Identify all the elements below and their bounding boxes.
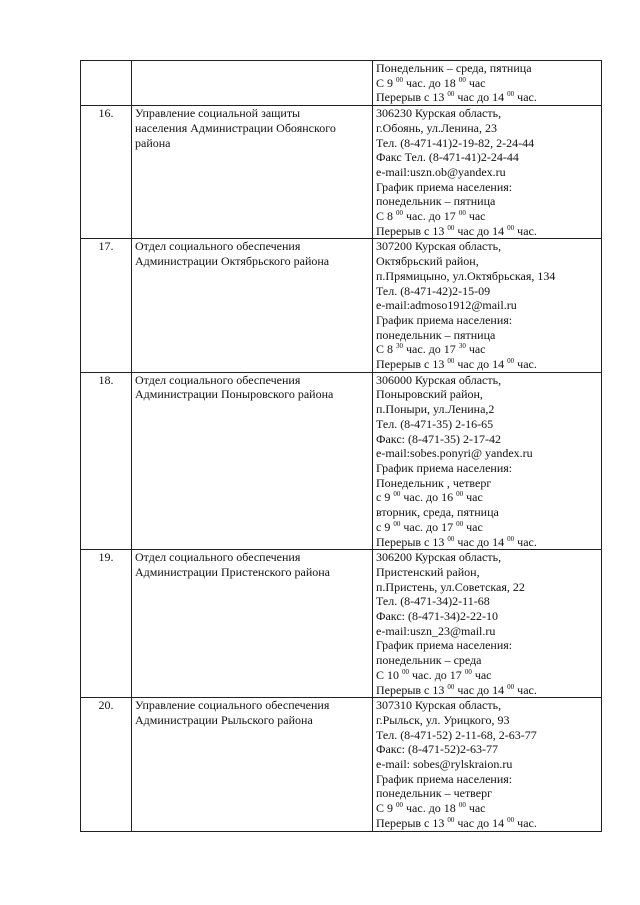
- organization-cell: [132, 372, 373, 549]
- organization-cell: [132, 698, 373, 831]
- contact-info-line: e-mail:admoso1912@mail.ru: [376, 298, 517, 313]
- organization-name-line: района: [135, 135, 171, 150]
- time-minutes-superscript: 00: [456, 490, 464, 499]
- contact-info-line: Тел. (8-471-41)2-19-82, 2-24-44: [376, 135, 535, 150]
- time-minutes-superscript: 00: [507, 534, 515, 543]
- time-minutes-superscript: 00: [396, 209, 404, 218]
- contact-info-line: Перерыв с 13 $^{00}$ час до 14 $^{00}$ час.: [376, 534, 537, 549]
- time-minutes-superscript: 00: [507, 357, 515, 366]
- contact-info-line: понедельник – четверг: [376, 786, 493, 801]
- contact-info-line: Перерыв с 13 $^{00}$ час до 14 $^{00}$ час.: [376, 815, 537, 830]
- contact-info-line: 307310 Курская область,: [376, 698, 502, 713]
- contact-info-line: Поныровский район,: [376, 387, 483, 402]
- contact-info-line: 306200 Курская область,: [376, 550, 502, 565]
- contact-info-line: e-mail:uszn.ob@yandex.ru: [376, 164, 506, 179]
- table-row: [81, 61, 602, 106]
- time-minutes-superscript: 00: [464, 667, 472, 676]
- contact-info-cell: [373, 106, 602, 239]
- row-number-cell: [81, 550, 132, 698]
- row-number-cell: [81, 106, 132, 239]
- contact-info-line: с 9 $^{00}$ час. до 16 $^{00}$ час: [376, 490, 483, 505]
- contact-info-line: 306000 Курская область,: [376, 372, 502, 387]
- time-minutes-superscript: 00: [458, 75, 466, 84]
- contact-info-line: п.Поныри, ул.Ленина,2: [376, 402, 495, 417]
- organization-name-line: Отдел социального обеспечения: [135, 372, 301, 387]
- organization-name-line: Управление социальной защиты: [135, 106, 301, 121]
- table-row: [81, 698, 602, 831]
- contact-info-line: График приема населения:: [376, 179, 513, 194]
- time-minutes-superscript: 00: [456, 519, 464, 528]
- table-row: [81, 239, 602, 372]
- time-minutes-superscript: 00: [507, 223, 515, 232]
- time-minutes-superscript: 00: [447, 682, 455, 691]
- agencies-table-body: [81, 61, 602, 832]
- contact-info-line: График приема населения:: [376, 312, 513, 327]
- contact-info-line: С 8 $^{30}$ час. до 17 $^{30}$ час: [376, 342, 486, 357]
- time-minutes-superscript: 00: [507, 90, 515, 99]
- contact-info-line: Пристенский район,: [376, 564, 480, 579]
- contact-info-line: понедельник – пятница: [376, 327, 496, 342]
- contact-info-line: Октябрьский район,: [376, 254, 479, 269]
- contact-info-line: п.Прямицыно, ул.Октябрьская, 134: [376, 268, 556, 283]
- organization-name-line: Администрации Пристенского района: [135, 564, 331, 579]
- time-minutes-superscript: 00: [458, 801, 466, 810]
- contact-info-line: 307200 Курская область,: [376, 239, 502, 254]
- contact-info-line: С 8 $^{00}$ час. до 17 $^{00}$ час: [376, 209, 486, 224]
- contact-info-line: Факс Тел. (8-471-41)2-24-44: [376, 150, 519, 165]
- contact-info-line: Факс: (8-471-34)2-22-10: [376, 609, 498, 624]
- contact-info-line: Тел. (8-471-35) 2-16-65: [376, 416, 494, 431]
- time-minutes-superscript: 00: [507, 815, 515, 824]
- organization-name-line: Администрации Поныровского района: [135, 387, 334, 402]
- contact-info-line: Перерыв с 13 $^{00}$ час до 14 $^{00}$ час.: [376, 682, 537, 697]
- contact-info-line: График приема населения:: [376, 460, 513, 475]
- organization-cell: [132, 106, 373, 239]
- contact-info-cell: [373, 550, 602, 698]
- contact-info-line: г.Обоянь, ул.Ленина, 23: [376, 120, 497, 135]
- row-number-cell: [81, 698, 132, 831]
- contact-info-line: Перерыв с 13 $^{00}$ час до 14 $^{00}$ час.: [376, 223, 537, 238]
- contact-info-line: e-mail:uszn_23@mail.ru: [376, 623, 496, 638]
- contact-info-line: с 9 $^{00}$ час. до 17 $^{00}$ час: [376, 519, 483, 534]
- contact-info-line: Факс: (8-471-35) 2-17-42: [376, 431, 501, 446]
- organization-name-line: Управление социального обеспечения: [135, 698, 330, 713]
- organization-name-line: Отдел социального обеспечения: [135, 239, 301, 254]
- contact-info-line: График приема населения:: [376, 771, 513, 786]
- time-minutes-superscript: 00: [447, 815, 455, 824]
- contact-info-line: понедельник – пятница: [376, 194, 496, 209]
- contact-info-cell: [373, 239, 602, 372]
- time-minutes-superscript: 30: [458, 342, 466, 351]
- time-minutes-superscript: 30: [396, 342, 404, 351]
- contact-info-line: понедельник – среда: [376, 653, 482, 668]
- row-number-cell: [81, 61, 132, 106]
- organization-cell: [132, 61, 373, 106]
- row-number-cell: [81, 372, 132, 549]
- organization-name-line: Отдел социального обеспечения: [135, 550, 301, 565]
- row-number: 17.: [98, 239, 114, 254]
- organization-name-line: населения Администрации Обоянского: [135, 120, 336, 135]
- row-number: 18.: [98, 372, 114, 387]
- contact-info-line: Тел. (8-471-34)2-11-68: [376, 594, 490, 609]
- row-number: 19.: [98, 550, 114, 565]
- contact-info-line: Тел. (8-471-52) 2-11-68, 2-63-77: [376, 727, 537, 742]
- contact-info-line: п.Пристень, ул.Советская, 22: [376, 579, 525, 594]
- contact-info-line: Перерыв с 13 $^{00}$ час до 14 $^{00}$ час.: [376, 357, 537, 372]
- row-number: 20.: [98, 698, 114, 713]
- contact-info-line: С 9 $^{00}$ час. до 18 $^{00}$ час: [376, 801, 486, 816]
- contact-info-line: 306230 Курская область,: [376, 106, 502, 121]
- time-minutes-superscript: 00: [393, 519, 401, 528]
- table-row: [81, 372, 602, 549]
- time-minutes-superscript: 00: [447, 357, 455, 366]
- row-number-cell: [81, 239, 132, 372]
- contact-info-line: вторник, среда, пятница: [376, 505, 499, 520]
- contact-info-line: Перерыв с 13 $^{00}$ час до 14 $^{00}$ час.: [376, 90, 537, 105]
- time-minutes-superscript: 00: [396, 75, 404, 84]
- time-minutes-superscript: 00: [447, 534, 455, 543]
- organization-cell: [132, 239, 373, 372]
- time-minutes-superscript: 00: [396, 801, 404, 810]
- organization-name-line: Администрации Октябрьского района: [135, 254, 330, 269]
- agencies-table: [80, 60, 602, 832]
- contact-info-line: Тел. (8-471-42)2-15-09: [376, 283, 491, 298]
- time-minutes-superscript: 00: [447, 90, 455, 99]
- contact-info-line: С 9 $^{00}$ час. до 18 $^{00}$ час: [376, 75, 486, 90]
- contact-info-cell: [373, 61, 602, 106]
- time-minutes-superscript: 00: [507, 682, 515, 691]
- time-minutes-superscript: 00: [458, 209, 466, 218]
- contact-info-cell: [373, 698, 602, 831]
- table-row: [81, 550, 602, 698]
- organization-name-line: Администрации Рыльского района: [135, 712, 313, 727]
- row-number: 16.: [98, 106, 114, 121]
- contact-info-line: e-mail:sobes.ponyri@ yandex.ru: [376, 446, 533, 461]
- contact-info-line: С 10 $^{00}$ час. до 17 $^{00}$ час: [376, 667, 492, 682]
- contact-info-line: e-mail: sobes@rylskraion.ru: [376, 757, 513, 772]
- contact-info-line: Факс: (8-471-52)2-63-77: [376, 742, 498, 757]
- contact-info-line: Понедельник , четверг: [376, 475, 492, 490]
- contact-info-line: г.Рыльск, ул. Урицкого, 93: [376, 712, 510, 727]
- time-minutes-superscript: 00: [402, 667, 410, 676]
- organization-cell: [132, 550, 373, 698]
- time-minutes-superscript: 00: [393, 490, 401, 499]
- time-minutes-superscript: 00: [447, 223, 455, 232]
- contact-info-line: График приема населения:: [376, 638, 513, 653]
- contact-info-line: Понедельник – среда, пятница: [376, 61, 532, 75]
- table-row: [81, 106, 602, 239]
- contact-info-cell: [373, 372, 602, 549]
